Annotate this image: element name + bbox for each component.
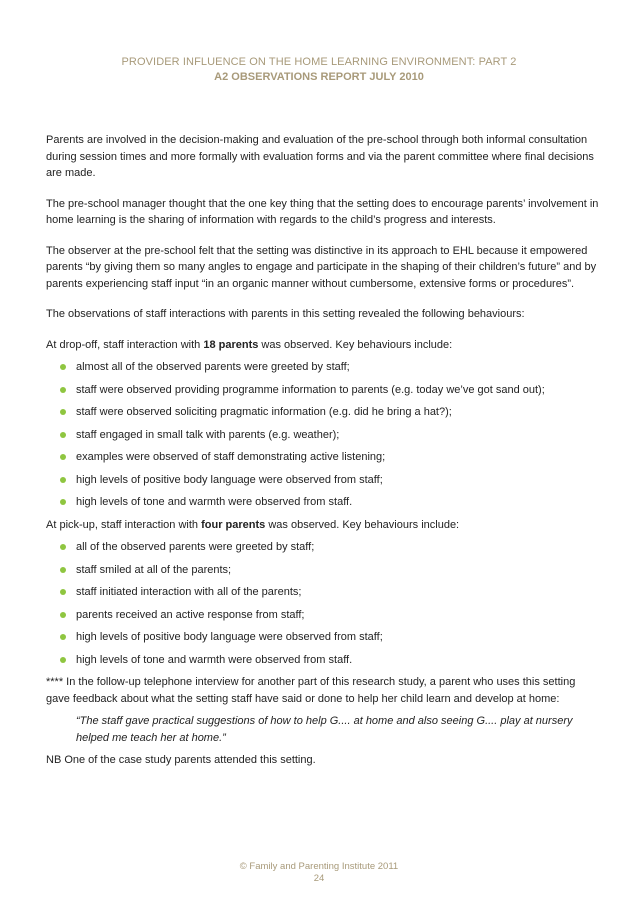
report-body	[46, 132, 600, 783]
list-item	[46, 404, 600, 421]
pickup-intro	[46, 517, 600, 534]
dropoff-intro	[46, 337, 600, 354]
list-item-text: almost all of the observed parents were greeted by staff;	[76, 361, 350, 373]
dropoff-intro-after: was observed. Key behaviours include:	[258, 338, 453, 351]
bullet-icon	[60, 544, 66, 550]
dropoff-list	[46, 359, 600, 511]
nb-note: NB One of the case study parents attended this setting.	[46, 754, 316, 766]
paragraph-observations-intro: The observations of staff interactions with parents in this setting revealed the following behaviours:	[46, 308, 525, 320]
page-number: 24	[313, 873, 325, 884]
bullet-icon	[60, 499, 66, 505]
list-item	[46, 472, 600, 489]
bullet-icon	[60, 387, 66, 393]
pickup-parent-count: four parents	[201, 518, 266, 531]
pickup-intro-before: At pick-up, staff interaction with	[46, 518, 202, 531]
bullet-icon	[60, 432, 66, 438]
report-title: PROVIDER INFLUENCE ON THE HOME LEARNING ENVIRONMENT: PART 2	[121, 56, 517, 68]
list-item	[46, 427, 600, 444]
list-item	[46, 652, 600, 669]
list-item-text: staff engaged in small talk with parents (e.g. weather);	[76, 428, 340, 441]
list-item	[46, 584, 600, 601]
list-item-text: high levels of tone and warmth were observed from staff.	[76, 653, 353, 666]
dropoff-parent-count: 18 parents	[203, 338, 259, 351]
list-item	[46, 607, 600, 624]
bullet-icon	[60, 634, 66, 640]
pickup-list	[46, 539, 600, 668]
followup-paragraph: **** In the follow-up telephone interview for another part of this research study, a parent who uses this setting gave feedback about what the setting staff have said or done to help her child learn and develop at home:	[46, 676, 576, 705]
list-item-text: staff initiated interaction with all of the parents;	[76, 586, 302, 598]
list-item-text: examples were observed of staff demonstrating active listening;	[76, 451, 386, 463]
paragraph-manager: The pre-school manager thought that the one key thing that the setting does to encourage parents’ involvement in home learning is the sharing of information with regards to the child’s progress and interests.	[46, 197, 599, 226]
dropoff-intro-before: At drop-off, staff interaction with	[46, 338, 204, 351]
page-header	[0, 55, 638, 85]
list-item	[46, 539, 600, 556]
report-subtitle: A2 OBSERVATIONS REPORT JULY 2010	[214, 71, 424, 83]
list-item	[46, 359, 600, 376]
paragraph-involvement: Parents are involved in the decision-making and evaluation of the pre-school through both informal consultation during session times and more formally with evaluation forms and via the parent committee where final decisions are made.	[46, 134, 594, 179]
list-item-text: all of the observed parents were greeted by staff;	[76, 541, 315, 553]
list-item-text: staff were observed soliciting pragmatic information (e.g. did he bring a hat?);	[76, 406, 452, 418]
bullet-icon	[60, 589, 66, 595]
bullet-icon	[60, 364, 66, 370]
bullet-icon	[60, 657, 66, 663]
pickup-intro-after: was observed. Key behaviours include:	[265, 518, 460, 531]
parent-quote: “The staff gave practical suggestions of how to help G.... at home and also seeing G.... play at nursery helped me teach her at home.”	[76, 715, 573, 744]
list-item-text: high levels of positive body language were observed from staff;	[76, 473, 383, 486]
bullet-icon	[60, 612, 66, 618]
list-item	[46, 494, 600, 511]
bullet-icon	[60, 409, 66, 415]
bullet-icon	[60, 567, 66, 573]
list-item-text: high levels of positive body language were observed from staff;	[76, 631, 383, 643]
list-item	[46, 449, 600, 466]
page-footer	[0, 861, 638, 885]
paragraph-observer: The observer at the pre-school felt that the setting was distinctive in its approach to EHL because it empowered parents “by giving them so many angles to engage and participate in the shaping of their children’s future” and by parents experiencing staff input “in an organic manner without cumbersome, extensive forms or procedures”.	[46, 244, 597, 290]
list-item-text: staff smiled at all of the parents;	[76, 563, 232, 576]
list-item-text: high levels of tone and warmth were observed from staff.	[76, 496, 353, 508]
list-item	[46, 382, 600, 399]
list-item	[46, 629, 600, 646]
copyright-text: © Family and Parenting Institute 2011	[239, 861, 399, 872]
bullet-icon	[60, 454, 66, 460]
bullet-icon	[60, 477, 66, 483]
list-item	[46, 562, 600, 579]
list-item-text: parents received an active response from staff;	[76, 608, 305, 621]
list-item-text: staff were observed providing programme information to parents (e.g. today we’ve got sand out);	[76, 383, 545, 396]
